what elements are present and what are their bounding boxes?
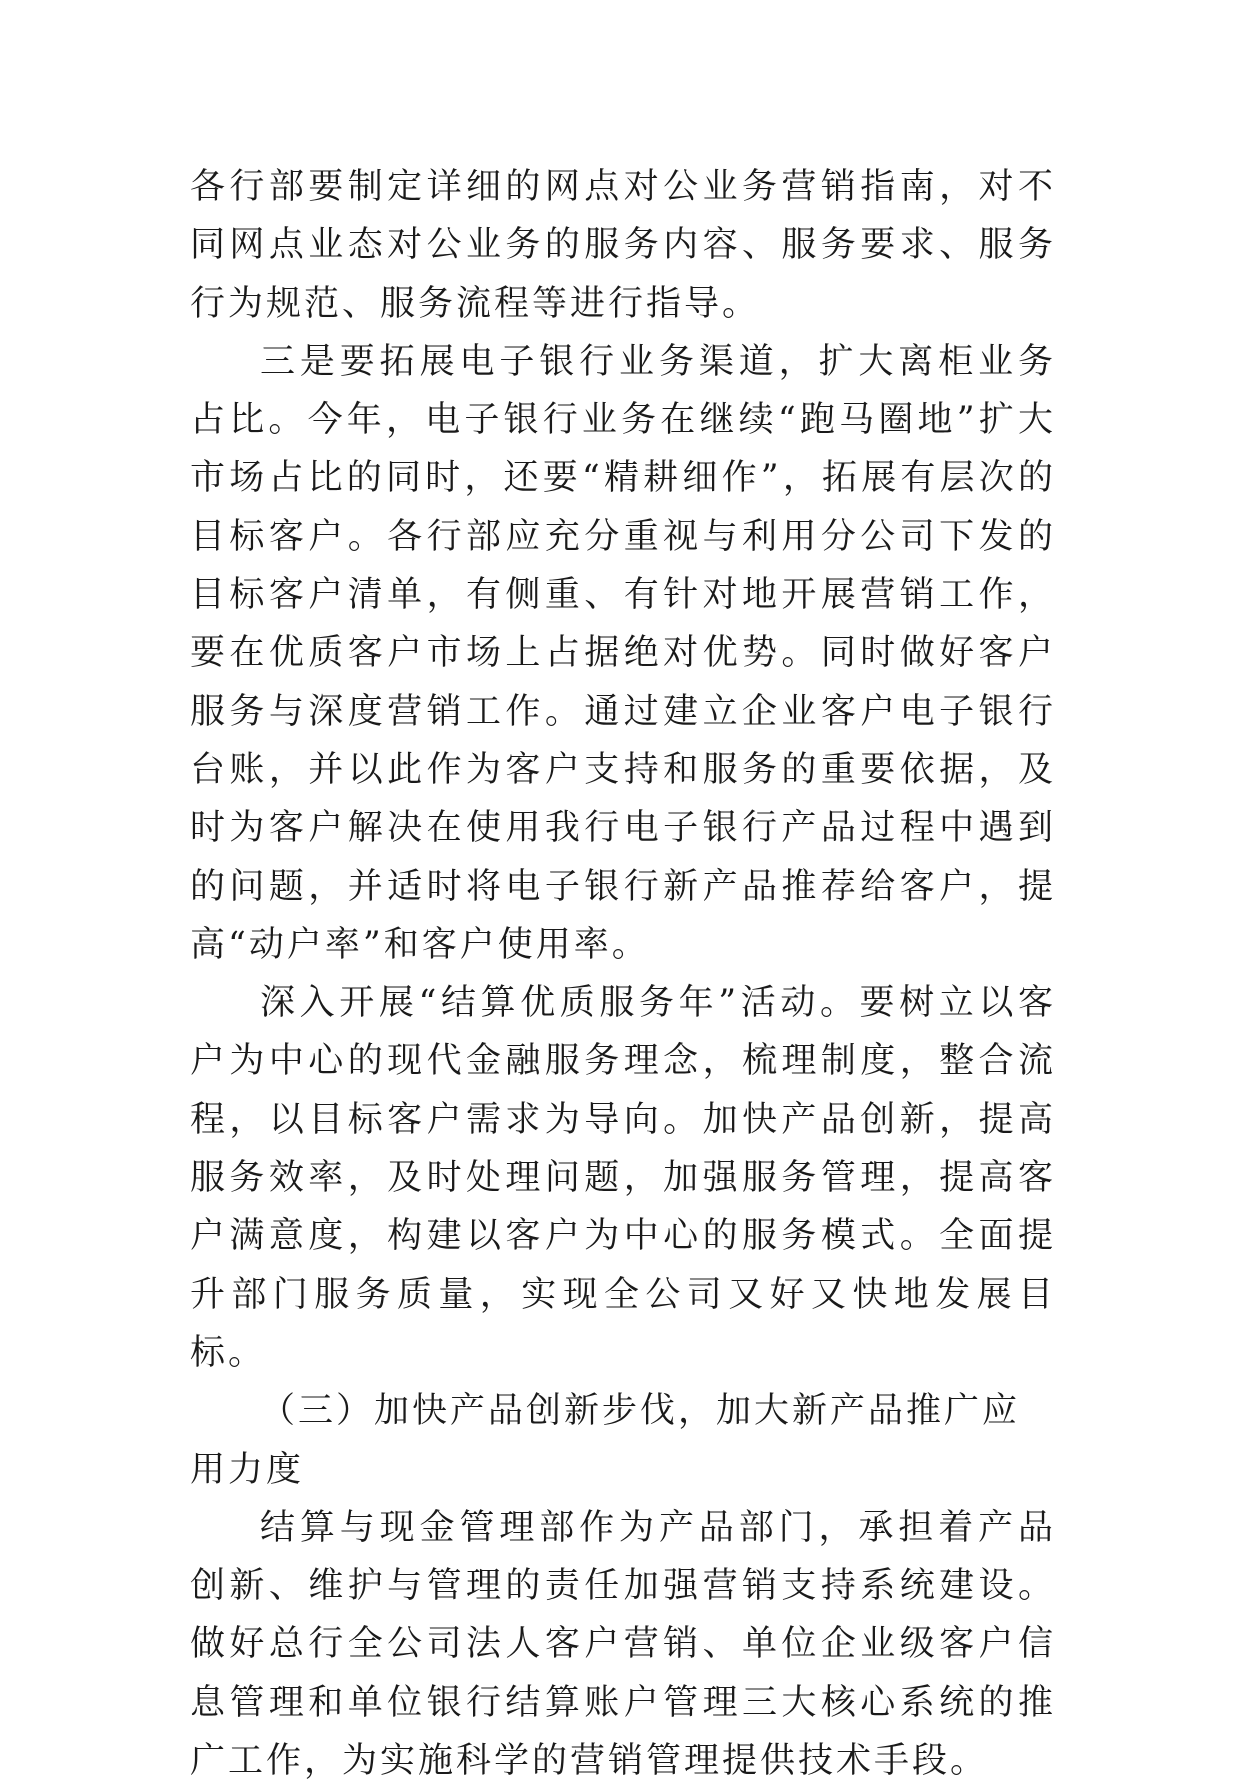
paragraph-product-department: 结算与现金管理部作为产品部门，承担着产品创新、维护与管理的责任加强营销支持系统建设。做好总行全公司法人客户营销、单位企业级客户信息管理和单位银行结算账户管理三大核心系统的推广工作，为实施科学的营销管理提供技术手段。: [190, 1507, 1056, 1782]
document-body: [190, 158, 1056, 1790]
paragraph-continued-guidance: 各行部要制定详细的网点对公业务营销指南，对不同网点业态对公业务的服务内容、服务要求、服务行为规范、服务流程等进行指导。: [190, 167, 1056, 324]
section-three-heading: （三）加快产品创新步伐，加大新产品推广应用力度: [190, 1391, 1021, 1490]
paragraph-e-banking-channel: 三是要拓展电子银行业务渠道，扩大离柜业务占比。今年，电子银行业务在继续“跑马圈地”扩大市场占比的同时，还要“精耕细作”，拓展有层次的目标客户。各行部应充分重视与利用分公司下发的目标客户清单，有侧重、有针对地开展营销工作，要在优质客户市场上占据绝对优势。同时做好客户服务与深度营销工作。通过建立企业客户电子银行台账，并以此作为客户支持和服务的重要依据，及时为客户解决在使用我行电子银行产品过程中遇到的问题，并适时将电子银行新产品推荐给客户，提高“动户率”和客户使用率。: [190, 341, 1056, 965]
paragraph-settlement-service-year: 深入开展“结算优质服务年”活动。要树立以客户为中心的现代金融服务理念，梳理制度，整合流程，以目标客户需求为导向。加快产品创新，提高服务效率，及时处理问题，加强服务管理，提高客户满意度，构建以客户为中心的服务模式。全面提升部门服务质量，实现全公司又好又快地发展目标。: [190, 983, 1056, 1373]
